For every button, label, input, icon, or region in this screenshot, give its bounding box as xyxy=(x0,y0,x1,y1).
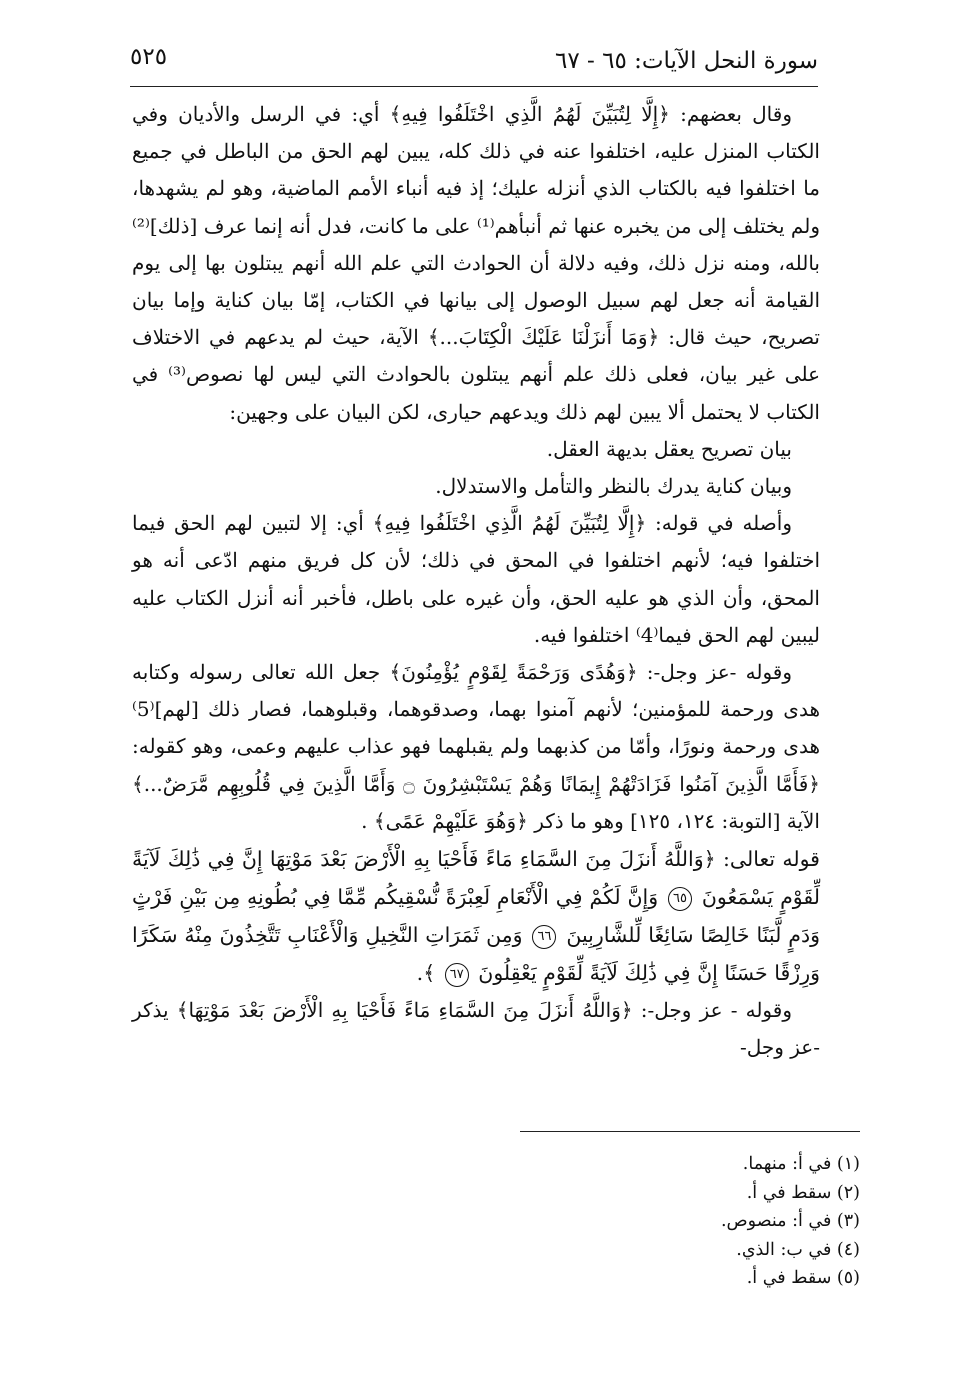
paragraph: وأصله في قوله: ﴿إِلَّا لِتُبَيِّنَ لَهُمُ الَّذِي اخْتَلَفُوا فِيهِ﴾ أي: إلا لتبين لهم الحق فيما اختلفوا فيه؛ لأنهم اختلفوا في المحق في ذلك؛ لأن كل فريق منهم ادّعى أنه هو المحق، وأن الذي هو عليه الحق، وأن غيره على باطل، فأخبر أنه أنزل الكتاب عليه ليبين لهم الحق فيما⁽4⁾ اختلفوا فيه. xyxy=(132,511,820,647)
footnote: (٣) في أ: منصوص. xyxy=(720,1211,860,1232)
footnotes-list xyxy=(360,1150,860,1293)
paragraph: بيان تصريح يعقل بديهة العقل. xyxy=(546,436,792,461)
page-number: ٥٢٥ xyxy=(130,44,168,70)
main-text xyxy=(132,96,820,1066)
footnote: (٢) سقط في أ. xyxy=(746,1182,860,1203)
paragraph: وبيان كناية يدرك بالنظر والتأمل والاستدلال. xyxy=(435,474,792,499)
verse-label: قوله تعالى: xyxy=(722,847,820,872)
verse-number-icon: ٦٥ xyxy=(668,887,692,911)
quran-verses-block xyxy=(132,840,820,992)
footnote-divider xyxy=(520,1131,860,1132)
verse-text: ﴿وَاللَّهُ أَنزَلَ مِنَ السَّمَاءِ مَاءً فَأَحْيَا بِهِ الْأَرْضَ بَعْدَ مَوْتِهَا إِنَّ فِي ذَٰلِكَ لَآيَةً لِّقَوْمٍ يَسْمَعُونَ xyxy=(132,847,821,910)
verse-close: ﴾. xyxy=(416,961,436,986)
paragraph: وقوله - عز وجل-: ﴿وَاللَّهُ أَنزَلَ مِنَ السَّمَاءِ مَاءً فَأَحْيَا بِهِ الْأَرْضَ بَعْدَ مَوْتِهَا﴾ يذكر -عز وجل- xyxy=(132,998,820,1060)
footnote: (٥) سقط في أ. xyxy=(746,1268,860,1289)
paragraph: وقال بعضهم: ﴿إِلَّا لِتُبَيِّنَ لَهُمُ الَّذِي اخْتَلَفُوا فِيهِ﴾ أي: في الرسل والأديان وفي الكتاب المنزل عليه، اختلفوا عنه في ذلك كله، يبين لهم الحق من الباطل في جميع ما اختلفوا فيه بالكتاب الذي أنزله عليك؛ إذ فيه أنباء الأمم الماضية، وهو لم يشهدها، ولم يختلف إلى من يخبره عنها ثم أنبأهم⁽¹⁾ على ما كانت، فدل أنه إنما عرف [ذلك]⁽²⁾ بالله، ومنه نزل ذلك، وفيه دلالة أن الحوادث التي علم الله أنهم يبتلون بها إلى يوم القيامة أنه جعل لهم سبيل الوصول إلى بيانها في الكتاب، إمّا بيان كناية وإما بيان تصريح، حيث قال: ﴿وَمَا أَنزَلْنَا عَلَيْكَ الْكِتَابَ...﴾ الآية، حيث لم يدعهم في الاختلاف على غير بيان، فعلى ذلك علم أنهم يبتلون بالحوادث التي ليس لها نصوص⁽³⁾ في الكتاب لا يحتمل ألا يبين لهم ذلك ويدعهم حيارى، لكن البيان على وجهين: xyxy=(132,102,821,424)
footnote: (١) في أ: منهما. xyxy=(742,1154,860,1174)
footnote: (٤) في ب: الذي. xyxy=(736,1239,860,1260)
paragraph: وقوله -عز وجل-: ﴿وَهُدًى وَرَحْمَةً لِقَوْمٍ يُؤْمِنُونَ﴾ جعل الله تعالى رسوله وكتابه هدى ورحمة للمؤمنين؛ لأنهم آمنوا بهما، وصدقوهما، وقبلوهما، فصار ذلك [لهم]⁽5⁾ هدى ورحمة ونورًا، وأمّا من كذبهما ولم يقبلهما فهو عذاب عليهم وعمى، وهو كقوله: ﴿فَأَمَّا الَّذِينَ آمَنُوا فَزَادَتْهُمْ إِيمَانًا وَهُمْ يَسْتَبْشِرُونَ ۝ وَأَمَّا الَّذِينَ فِي قُلُوبِهِم مَّرَضٌ...﴾ الآية [التوبة: ١٢٤، ١٢٥] وهو ما ذكر ﴿وَهُوَ عَلَيْهِمْ عَمًى﴾ . xyxy=(132,660,821,833)
running-header xyxy=(130,40,818,87)
verse-number-icon: ٦٧ xyxy=(445,963,469,987)
header-title: سورة النحل الآيات: ٦٥ - ٦٧ xyxy=(554,48,818,74)
verse-number-icon: ٦٦ xyxy=(532,925,556,949)
verse-text: وَإِنَّ لَكُمْ فِي الْأَنْعَامِ لَعِبْرَةً نُّسْقِيكُم مِّمَّا فِي بُطُونِهِ مِن بَيْنِ فَرْثٍ وَدَمٍ لَّبَنًا خَالِصًا سَائِغًا لِّلشَّارِبِينَ xyxy=(132,885,820,948)
verse-text: وَمِن ثَمَرَاتِ النَّخِيلِ وَالْأَعْنَابِ تَتَّخِذُونَ مِنْهُ سَكَرًا وَرِزْقًا حَسَنًا إِنَّ فِي ذَٰلِكَ لَآيَةً لِّقَوْمٍ يَعْقِلُونَ xyxy=(132,923,820,986)
